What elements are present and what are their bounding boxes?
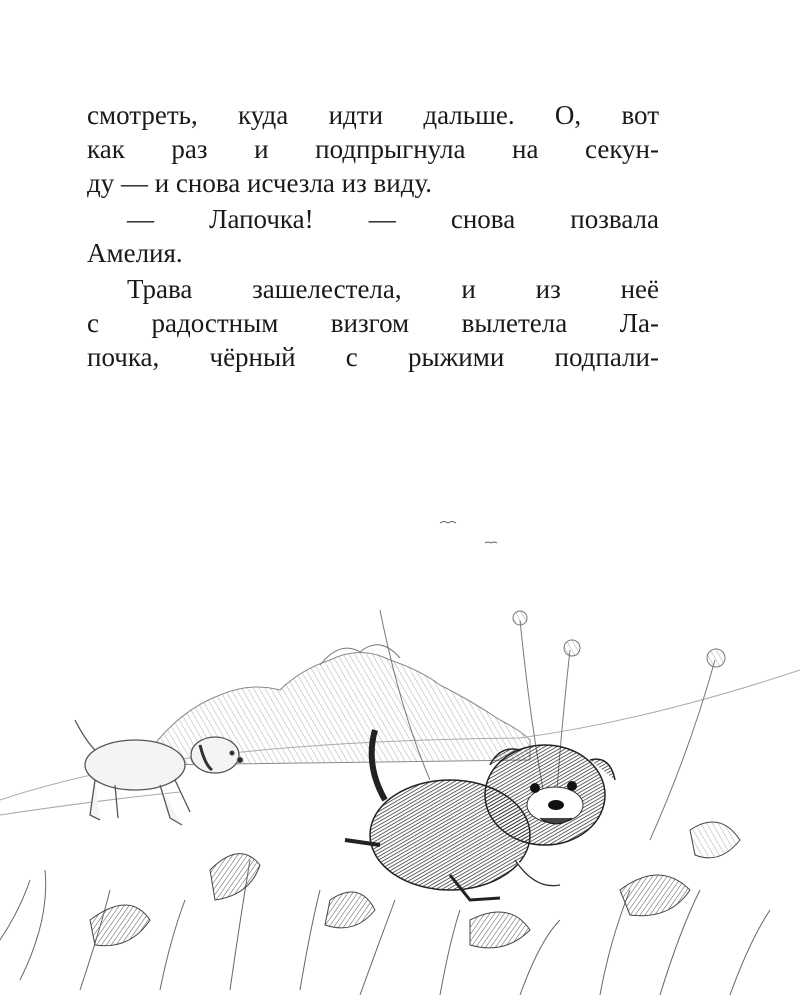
paragraph-1 [87, 98, 659, 200]
text-line: с радостным визгом вылетела Ла- [87, 308, 659, 338]
paragraph-2 [87, 202, 659, 270]
story-text [87, 98, 659, 374]
dogs-in-meadow-illustration [0, 420, 800, 1000]
paragraph-3 [87, 272, 659, 374]
birds [440, 522, 497, 544]
text-line: ду — и снова исчезла из виду. [87, 168, 433, 198]
text-line: — Лапочка! — снова позвала [127, 204, 659, 234]
text-line: почка, чёрный с рыжими подпали- [87, 342, 659, 372]
text-line: Трава зашелестела, и из неё [127, 274, 659, 304]
text-line: смотреть, куда идти дальше. О, вот [87, 100, 659, 130]
text-line: Амелия. [87, 238, 183, 268]
text-line: как раз и подпрыгнула на секун- [87, 134, 659, 164]
